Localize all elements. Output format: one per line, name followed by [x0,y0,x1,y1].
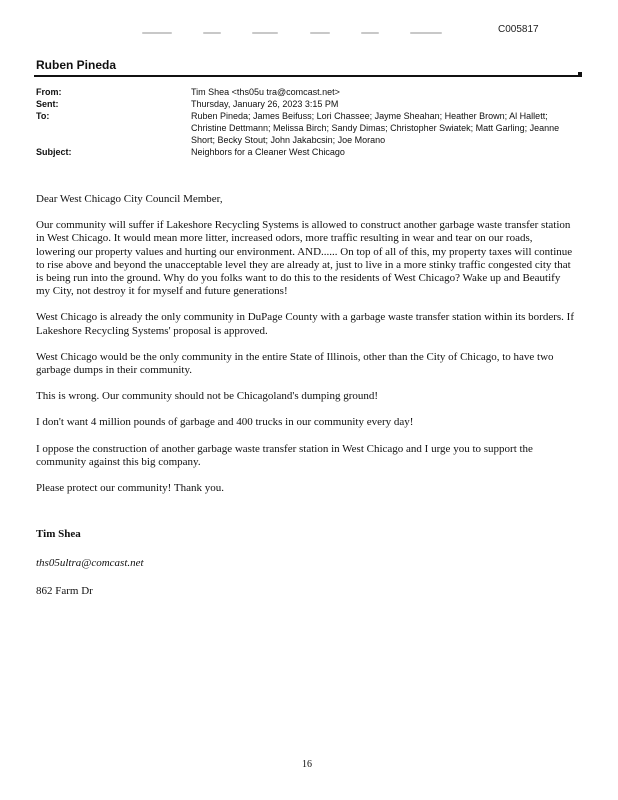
signature-address: 862 Farm Dr [36,585,93,597]
subject-value: Neighbors for a Cleaner West Chicago [191,147,345,157]
faint-print-header [142,30,442,36]
header-divider [34,75,582,77]
signature-name: Tim Shea [36,528,81,540]
document-control-number: C005817 [498,24,539,35]
mailbox-owner-name: Ruben Pineda [36,58,117,72]
sent-label: Sent: [36,99,59,109]
to-row [36,110,576,146]
salutation: Dear West Chicago City Council Member, [36,193,223,205]
from-label: From: [36,87,62,97]
subject-label: Subject: [36,147,72,157]
body-paragraph: I don't want 4 million pounds of garbage and 400 trucks in our community every day! [36,416,414,429]
from-row [36,86,576,98]
sent-value: Thursday, January 26, 2023 3:15 PM [191,99,339,109]
email-body [36,193,574,508]
closing-line: Please protect our community! Thank you. [36,482,224,495]
body-paragraph: This is wrong. Our community should not be Chicagoland's dumping ground! [36,390,379,403]
page-number: 16 [302,759,312,770]
divider-mark [578,72,582,76]
body-paragraph: West Chicago would be the only community in the entire State of Illinois, other than the City of Chicago, to have two garbage dumps in their community. [36,350,554,377]
body-paragraph: West Chicago is already the only community in DuPage County with a garbage waste transfer station within its borders. If Lakeshore Recycling Systems' proposal is approved. [36,311,574,337]
from-value: Tim Shea <ths05u tra@comcast.net> [191,87,340,97]
email-header [36,86,576,158]
to-value: Ruben Pineda; James Beifuss; Lori Chassee; Jayme Sheahan; Heather Brown; Al Hallett; Christine Dettmann; Melissa Birch; Sandy Dimas; Christopher Swiatek; Matt Garling; Jeanne Short; Becky Stout; John Jakabcsin; Joe Morano [191,111,560,145]
sent-row [36,98,576,110]
body-paragraph: I oppose the construction of another garbage waste transfer station in West Chicago and I urge you to support the community against this big company. [36,442,533,468]
signature-email: ths05ultra@comcast.net [36,557,144,569]
subject-row [36,146,576,158]
to-label: To: [36,111,50,121]
body-paragraph: Our community will suffer if Lakeshore Recycling Systems is allowed to construct another garbage waste transfer station in West Chicago. It would mean more litter, increased odors, more traffic resulting in wear and tear on our roads, lowering our property values and hurting our environment. AND...... On top of all of this, my property taxes will continue to rise above and beyond the unacceptable level they are already at, just to live in a more stinky traffic congested city that is being run into the ground. Why do you folks want to do this to the residents of West Chicago? Wake up and Beautify my City, not destroy it for myself and future generations! [36,219,573,298]
